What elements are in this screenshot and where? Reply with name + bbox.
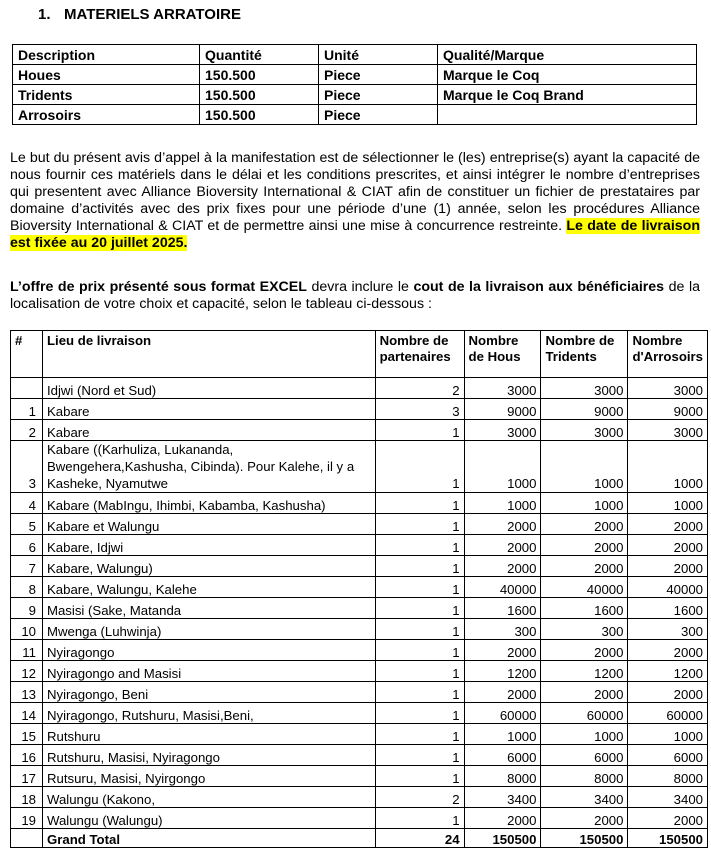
materials-table xyxy=(12,44,697,125)
delivery-total-row xyxy=(11,829,708,848)
delivery-cell: 4 xyxy=(11,493,43,514)
delivery-cell: 9000 xyxy=(541,399,628,420)
delivery-cell: Rutshuru, Masisi, Nyiragongo xyxy=(42,745,375,766)
delivery-cell: 6000 xyxy=(628,745,708,766)
delivery-cell: 40000 xyxy=(464,577,541,598)
delivery-cell: 19 xyxy=(11,808,43,829)
intro-text: Le but du présent avis d’appel à la manifestation est de sélectionner le (les) entreprise(s) ayant la capacité de nous fournir ces matériels dans le délai et les conditions prescrites, et ainsi intégrer le nombre d’entreprises qui presentent avec Alliance Bioversity International & CIAT afin de constituer un fichier de prestataires par domaine d’activités avec des prix fixes pour une période d’une (1) année, selon les procédures Alliance Bioversity International & CIAT et de permettre ainsi une mise à concurrence restreinte. xyxy=(10,150,700,234)
delivery-cell: Kabare (MabIngu, Ihimbi, Kabamba, Kashusha) xyxy=(42,493,375,514)
delivery-cell: 9000 xyxy=(628,399,708,420)
delivery-cell: 11 xyxy=(11,640,43,661)
delivery-cell: 1 xyxy=(375,441,464,493)
delivery-cell: Nyiragongo and Masisi xyxy=(42,661,375,682)
delivery-cell: 2000 xyxy=(541,514,628,535)
materials-cell: Marque le Coq Brand xyxy=(438,85,697,105)
delivery-cell: 1 xyxy=(375,808,464,829)
delivery-cell: 3400 xyxy=(628,787,708,808)
delivery-cell: 2000 xyxy=(628,682,708,703)
delivery-cell: 1 xyxy=(375,682,464,703)
materials-header: Unité xyxy=(319,45,438,65)
delivery-header: Nombre de Tridents xyxy=(541,331,628,378)
materials-row xyxy=(13,85,697,105)
delivery-header: Nombre de partenaires xyxy=(375,331,464,378)
delivery-cell: Nyiragongo, Rutshuru, Masisi,Beni, xyxy=(42,703,375,724)
materials-row xyxy=(13,105,697,125)
delivery-cell: 1 xyxy=(375,514,464,535)
delivery-cell: 1 xyxy=(375,661,464,682)
delivery-cell: 5 xyxy=(11,514,43,535)
delivery-cell: 1 xyxy=(375,556,464,577)
delivery-cell: 1600 xyxy=(541,598,628,619)
materials-cell: 150.500 xyxy=(200,65,319,85)
delivery-cell: 8 xyxy=(11,577,43,598)
delivery-cell: 9000 xyxy=(464,399,541,420)
delivery-row xyxy=(11,619,708,640)
materials-header-row xyxy=(13,45,697,65)
delivery-cell: Kabare, Idjwi xyxy=(42,535,375,556)
delivery-row xyxy=(11,556,708,577)
delivery-cell: 2000 xyxy=(541,682,628,703)
delivery-cell: 2 xyxy=(11,420,43,441)
delivery-cell: 60000 xyxy=(464,703,541,724)
delivery-row xyxy=(11,703,708,724)
delivery-cell: 8000 xyxy=(464,766,541,787)
delivery-row xyxy=(11,724,708,745)
delivery-cell: 2000 xyxy=(464,514,541,535)
delivery-row xyxy=(11,577,708,598)
pricing-text-bold-1: L’offre de prix présenté sous format EXCEL xyxy=(10,279,307,295)
delivery-header: Lieu de livraison xyxy=(42,331,375,378)
delivery-cell: 1000 xyxy=(541,724,628,745)
delivery-cell: 1000 xyxy=(541,493,628,514)
delivery-cell: 2000 xyxy=(628,514,708,535)
delivery-cell: 8000 xyxy=(628,766,708,787)
delivery-date-highlight: Le date de livraison est fixée au 20 juillet 2025. xyxy=(10,218,700,251)
delivery-cell: 1000 xyxy=(628,493,708,514)
materials-header: Description xyxy=(13,45,200,65)
delivery-cell xyxy=(11,378,43,399)
pricing-text-4: de la localisation de votre choix et capacité, selon le tableau ci-dessous : xyxy=(10,279,700,312)
delivery-cell: 10 xyxy=(11,619,43,640)
delivery-cell: 16 xyxy=(11,745,43,766)
delivery-cell: 1 xyxy=(375,535,464,556)
delivery-row xyxy=(11,514,708,535)
delivery-row xyxy=(11,399,708,420)
delivery-cell: Kabare, Walungu, Kalehe xyxy=(42,577,375,598)
materials-header: Quantité xyxy=(200,45,319,65)
delivery-header: Nombre de Hous xyxy=(464,331,541,378)
delivery-cell: 7 xyxy=(11,556,43,577)
materials-cell: Piece xyxy=(319,105,438,125)
delivery-cell: 2000 xyxy=(628,535,708,556)
delivery-cell: 300 xyxy=(541,619,628,640)
materials-cell: Marque le Coq xyxy=(438,65,697,85)
delivery-cell: 3 xyxy=(11,441,43,493)
delivery-cell: 300 xyxy=(464,619,541,640)
delivery-cell: 1 xyxy=(375,493,464,514)
delivery-cell: 14 xyxy=(11,703,43,724)
delivery-row xyxy=(11,598,708,619)
delivery-cell: 2000 xyxy=(541,556,628,577)
delivery-cell: 300 xyxy=(628,619,708,640)
delivery-cell: 6 xyxy=(11,535,43,556)
delivery-cell: 12 xyxy=(11,661,43,682)
delivery-cell: 1200 xyxy=(628,661,708,682)
delivery-table xyxy=(10,330,708,848)
delivery-cell: 1000 xyxy=(464,724,541,745)
pricing-text-bold-3: cout de la livraison aux bénéficiaires xyxy=(413,279,665,295)
delivery-total-cell: 150500 xyxy=(541,829,628,848)
delivery-cell: Nyiragongo, Beni xyxy=(42,682,375,703)
delivery-cell: 3000 xyxy=(464,420,541,441)
delivery-cell: 3 xyxy=(375,399,464,420)
delivery-cell: 1 xyxy=(375,577,464,598)
delivery-cell: 2 xyxy=(375,787,464,808)
section-title-text: MATERIELS ARRATOIRE xyxy=(64,6,241,23)
delivery-cell: Kabare ((Karhuliza, Lukananda, Bwengehera,Kashusha, Cibinda). Pour Kalehe, il y a Kasheke, Nyamutwe xyxy=(42,441,375,493)
delivery-row xyxy=(11,787,708,808)
delivery-cell: 2000 xyxy=(541,640,628,661)
delivery-header: # xyxy=(11,331,43,378)
delivery-cell: 2000 xyxy=(464,682,541,703)
delivery-cell: Walungu (Walungu) xyxy=(42,808,375,829)
section-title xyxy=(38,6,241,23)
delivery-row xyxy=(11,640,708,661)
delivery-cell: Mwenga (Luhwinja) xyxy=(42,619,375,640)
delivery-cell: 2000 xyxy=(464,535,541,556)
delivery-row xyxy=(11,420,708,441)
delivery-cell: 18 xyxy=(11,787,43,808)
delivery-row xyxy=(11,808,708,829)
delivery-cell: 1000 xyxy=(541,441,628,493)
delivery-cell: 1000 xyxy=(464,493,541,514)
delivery-cell: Kabare, Walungu) xyxy=(42,556,375,577)
intro-paragraph xyxy=(10,150,700,252)
delivery-cell: 60000 xyxy=(541,703,628,724)
delivery-cell: 13 xyxy=(11,682,43,703)
delivery-cell: 3000 xyxy=(541,378,628,399)
delivery-cell: 6000 xyxy=(464,745,541,766)
delivery-cell: 1 xyxy=(375,640,464,661)
delivery-cell: 2000 xyxy=(628,808,708,829)
delivery-cell: 2000 xyxy=(464,808,541,829)
delivery-cell: Nyiragongo xyxy=(42,640,375,661)
materials-header: Qualité/Marque xyxy=(438,45,697,65)
materials-cell: 150.500 xyxy=(200,85,319,105)
pricing-text-2: devra inclure le xyxy=(306,279,414,295)
delivery-row xyxy=(11,378,708,399)
delivery-cell: 1200 xyxy=(464,661,541,682)
delivery-cell: 3000 xyxy=(464,378,541,399)
delivery-cell: 1 xyxy=(375,745,464,766)
delivery-cell: 1 xyxy=(375,766,464,787)
delivery-row xyxy=(11,441,708,493)
materials-cell: Piece xyxy=(319,65,438,85)
delivery-cell: 17 xyxy=(11,766,43,787)
delivery-cell: 2 xyxy=(375,378,464,399)
delivery-cell: Idjwi (Nord et Sud) xyxy=(42,378,375,399)
delivery-row xyxy=(11,745,708,766)
delivery-cell: Rutsuru, Masisi, Nyirgongo xyxy=(42,766,375,787)
materials-cell: Tridents xyxy=(13,85,200,105)
delivery-total-cell xyxy=(11,829,43,848)
delivery-row xyxy=(11,493,708,514)
delivery-cell: 1600 xyxy=(628,598,708,619)
delivery-cell: 3000 xyxy=(628,378,708,399)
delivery-cell: 1 xyxy=(375,598,464,619)
delivery-cell: 1 xyxy=(375,724,464,745)
delivery-cell: Kabare xyxy=(42,420,375,441)
materials-cell: 150.500 xyxy=(200,105,319,125)
delivery-cell: 1200 xyxy=(541,661,628,682)
delivery-cell: 1000 xyxy=(628,724,708,745)
delivery-cell: Masisi (Sake, Matanda xyxy=(42,598,375,619)
delivery-cell: 2000 xyxy=(464,640,541,661)
materials-cell xyxy=(438,105,697,125)
delivery-cell: 9 xyxy=(11,598,43,619)
materials-cell: Piece xyxy=(319,85,438,105)
delivery-total-cell: 150500 xyxy=(628,829,708,848)
delivery-cell: 2000 xyxy=(541,535,628,556)
materials-cell: Houes xyxy=(13,65,200,85)
delivery-total-cell: 150500 xyxy=(464,829,541,848)
delivery-cell: 1 xyxy=(11,399,43,420)
delivery-cell: 2000 xyxy=(628,556,708,577)
delivery-cell: 40000 xyxy=(628,577,708,598)
delivery-cell: 2000 xyxy=(628,640,708,661)
delivery-cell: 3000 xyxy=(628,420,708,441)
section-number: 1. xyxy=(38,6,51,23)
delivery-row xyxy=(11,766,708,787)
delivery-total-cell: Grand Total xyxy=(42,829,375,848)
delivery-cell: 3400 xyxy=(541,787,628,808)
delivery-cell: Kabare et Walungu xyxy=(42,514,375,535)
delivery-cell: 1 xyxy=(375,619,464,640)
delivery-header-row xyxy=(11,331,708,378)
delivery-cell: 1000 xyxy=(464,441,541,493)
delivery-cell: Walungu (Kakono, xyxy=(42,787,375,808)
pricing-paragraph xyxy=(10,279,700,313)
delivery-cell: 2000 xyxy=(464,556,541,577)
delivery-cell: 1600 xyxy=(464,598,541,619)
delivery-cell: 15 xyxy=(11,724,43,745)
delivery-cell: 6000 xyxy=(541,745,628,766)
materials-cell: Arrosoirs xyxy=(13,105,200,125)
delivery-cell: 1 xyxy=(375,703,464,724)
delivery-cell: 8000 xyxy=(541,766,628,787)
delivery-cell: Kabare xyxy=(42,399,375,420)
delivery-cell: 1000 xyxy=(628,441,708,493)
delivery-cell: 3000 xyxy=(541,420,628,441)
delivery-cell: 60000 xyxy=(628,703,708,724)
delivery-row xyxy=(11,682,708,703)
delivery-total-cell: 24 xyxy=(375,829,464,848)
delivery-cell: Rutshuru xyxy=(42,724,375,745)
delivery-header: Nombre d'Arrosoirs xyxy=(628,331,708,378)
delivery-row xyxy=(11,535,708,556)
delivery-cell: 2000 xyxy=(541,808,628,829)
delivery-cell: 1 xyxy=(375,420,464,441)
delivery-cell: 40000 xyxy=(541,577,628,598)
delivery-row xyxy=(11,661,708,682)
delivery-cell: 3400 xyxy=(464,787,541,808)
materials-row xyxy=(13,65,697,85)
